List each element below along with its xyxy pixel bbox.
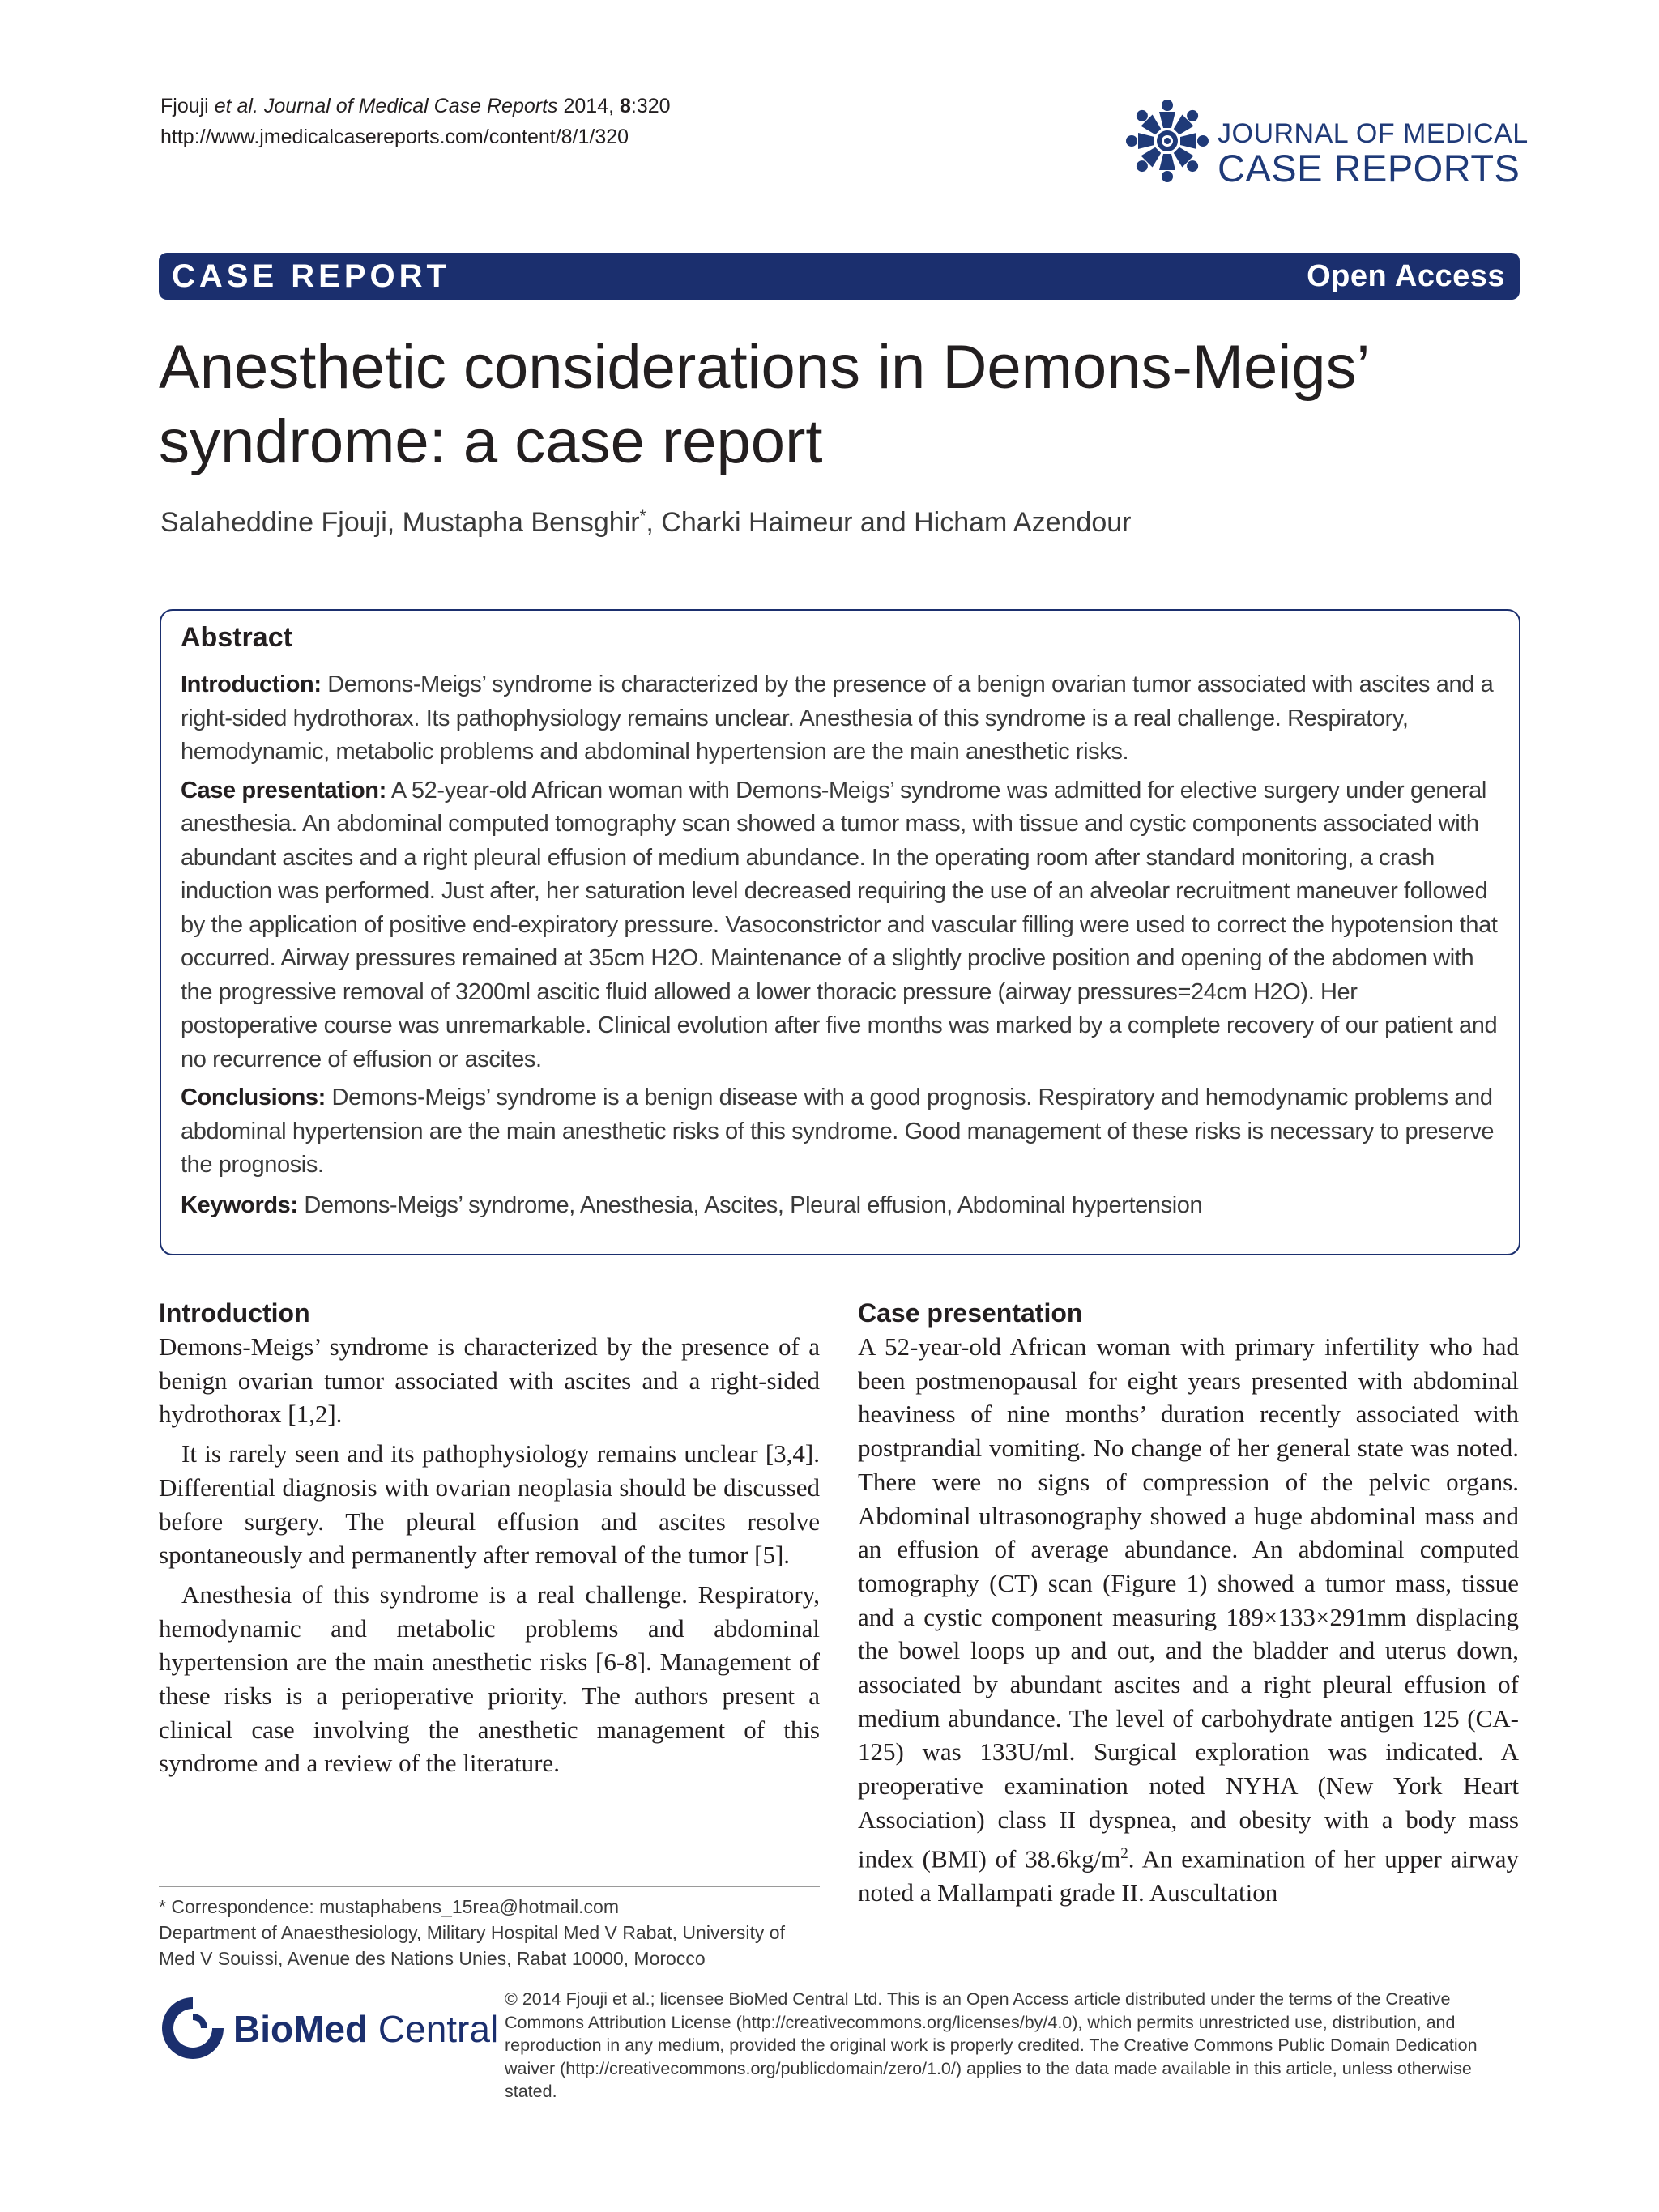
abstract-heading: Abstract: [181, 622, 292, 653]
article-title: Anesthetic considerations in Demons-Meigs’ syndrome: a case report: [159, 333, 1368, 476]
introduction-heading: Introduction: [159, 1298, 310, 1328]
license-text: © 2014 Fjouji et al.; licensee BioMed Central Ltd. This is an Open Access article distributed under the terms of the Creative Commons Attribution License (http://creativecommons.org/licenses/by/4.0), which permits unrestricted use, distribution, and reproduction in any medium, provided the original work is properly credited. The Creative Commons Public Domain Dedication waiver (http://creativecommons.org/publicdomain/zero/1.0/) applies to the data made available in this article, unless otherwise stated.: [505, 1989, 1478, 2101]
abstract-case-presentation: Case presentation: A 52-year-old African woman with Demons-Meigs’ syndrome was admitted for elective surgery under general anesthesia. An abdominal computed tomography scan showed a tumor mass, with tissue and cystic components associated with abundant ascites and a right pleural effusion of medium abundance. In the operating room after standard monitoring, a crash induction was performed. Just after, her saturation level decreased requiring the use of an alveolar recruitment maneuver followed by the application of positive end-expiratory pressure. Vasoconstrictor and vascular filling were used to correct the hypotension that occurred. Airway pressures remained at 35cm H2O. Maintenance of a slightly proclive position and opening of the abdomen with the progressive removal of 3200ml ascitic fluid allowed a lower thoracic pressure (airway pressures=24cm H2O). Her postoperative course was unremarkable. Clinical evolution after five months was marked by a complete recovery of our patient and no recurrence of effusion or ascites.: [181, 777, 1498, 1072]
footnote-divider: [159, 1886, 820, 1887]
journal-logo: [1122, 96, 1529, 193]
introduction-section: [159, 1296, 820, 1780]
open-access-label: Open Access: [1307, 258, 1505, 293]
citation-block: [160, 91, 671, 152]
case-presentation-heading: Case presentation: [858, 1298, 1083, 1328]
journal-logo-line2: CASE REPORTS: [1218, 147, 1520, 190]
publisher-logo: [159, 1993, 499, 2065]
introduction-paragraph-3: Anesthesia of this syndrome is a real challenge. Respiratory, hemodynamic and metabolic problems and abdominal hypertension are the main anesthetic risks [6-8]. Management of these risks is a perioperative priority. The authors present a clinical case involving the anesthetic management of this syndrome and a review of the literature.: [159, 1579, 820, 1778]
case-presentation-section: [858, 1296, 1519, 1909]
abstract-keywords: Keywords: Demons-Meigs’ syndrome, Anesthesia, Ascites, Pleural effusion, Abdominal hypertension: [181, 1191, 1203, 1218]
introduction-paragraph-2: It is rarely seen and its pathophysiology remains unclear [3,4]. Differential diagnosis with ovarian neoplasia should be discussed before surgery. The pleural effusion and ascites resolve spontaneously and permanently after removal of the tumor [5].: [159, 1439, 820, 1570]
publisher-name: BioMed Central: [233, 2008, 499, 2050]
abstract-conclusions: Conclusions: Demons-Meigs’ syndrome is a benign disease with a good prognosis. Respiratory and hemodynamic problems and abdominal hypertension are the main anesthetic risks of this syndrome. Good management of these risks is necessary to preserve the prognosis.: [181, 1085, 1495, 1178]
article-url-link[interactable]: http://www.jmedicalcasereports.com/content/8/1/320: [160, 126, 629, 148]
correspondence-email: * Correspondence: mustaphabens_15rea@hotmail.com: [159, 1896, 620, 1917]
introduction-paragraph-1: Demons-Meigs’ syndrome is characterized by the presence of a benign ovarian tumor associated with ascites and a right-sided hydrothorax [1,2].: [159, 1332, 820, 1429]
author-list: Salaheddine Fjouji, Mustapha Bensghir*, Charki Haimeur and Hicham Azendour: [160, 507, 1132, 538]
abstract-box: [160, 609, 1520, 1255]
corresponding-author-mark: *: [639, 507, 646, 526]
journal-logo-line1: JOURNAL OF MEDICAL: [1218, 118, 1529, 149]
citation-line: Fjouji et al. Journal of Medical Case Reports 2014, 8:320: [160, 95, 671, 117]
article-type-label: CASE REPORT: [172, 258, 450, 294]
correspondence-footnote: [159, 1894, 820, 1971]
author-affiliation: Department of Anaesthesiology, Military Hospital Med V Rabat, University of Med V Souissi, Avenue des Nations Unies, Rabat 10000, Morocco: [159, 1922, 785, 1969]
case-presentation-paragraph-1: A 52-year-old African woman with primary infertility who had been postmenopausal for eight years presented with abdominal heaviness of nine months’ duration recently associated with postprandial vomiting. No change of her general state was noted. There were no signs of compression of the pelvic organs. Abdominal ultrasonography showed a huge abdominal mass and an effusion of average abundance. An abdominal computed tomography (CT) scan (Figure 1) showed a tumor mass, tissue and a cystic component measuring 189×133×291mm displacing the bowel loops up and out, and the bladder and uterus down, associated by abundant ascites and a right pleural effusion of medium abundance. The level of carbohydrate antigen 125 (CA-125) was 133U/ml. Surgical exploration was indicated. A preoperative examination noted NYHA (New York Heart Association) class II dyspnea, and obesity with a body mass index (BMI) of $38.6kg/m^2$. An examination of her upper airway noted a Mallampati grade II. Auscultation: [858, 1332, 1519, 1907]
abstract-introduction: Introduction: Demons-Meigs’ syndrome is characterized by the presence of a benign ovarian tumor associated with ascites and a right-sided hydrothorax. Its pathophysiology remains unclear. Anesthesia of this syndrome is a real challenge. Respiratory, hemodynamic, metabolic problems and abdominal hypertension are the main anesthetic risks.: [181, 671, 1494, 765]
people-circle-icon: [1122, 96, 1213, 186]
article-type-banner: [159, 253, 1520, 300]
biomed-swirl-icon: [159, 1994, 227, 2062]
